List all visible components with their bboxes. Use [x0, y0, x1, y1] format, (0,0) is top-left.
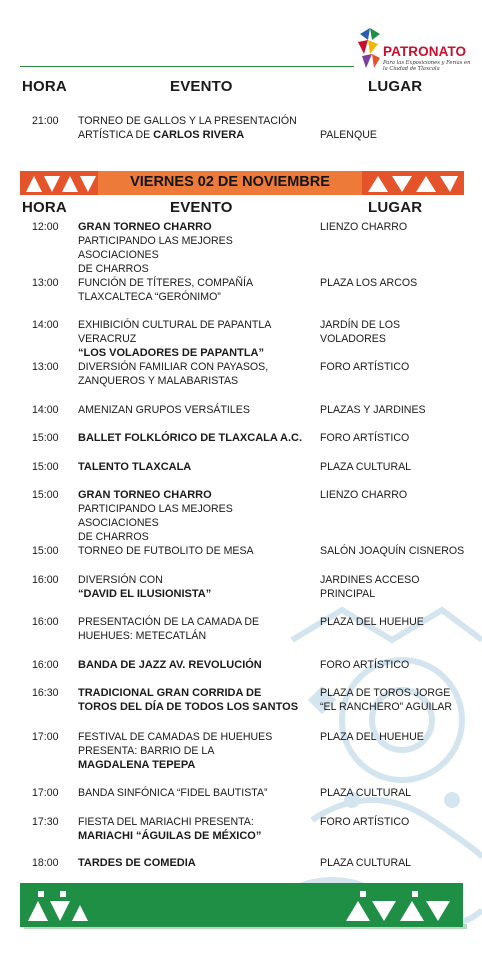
day-band	[20, 171, 464, 195]
row-event-text: ARTÍSTICA DE	[78, 129, 154, 141]
row-place	[320, 815, 470, 829]
row-event	[78, 318, 314, 360]
logo-name: PATRONATO	[383, 44, 467, 59]
row-event-line: DE CHARROS	[78, 263, 149, 275]
row-event	[78, 360, 314, 388]
row-event-line: PARTICIPANDO LAS MEJORES ASOCIACIONES	[78, 503, 233, 529]
row-event	[78, 786, 314, 800]
row-place	[320, 318, 470, 346]
row-event-line: GRAN TORNEO CHARRO	[78, 489, 212, 501]
row-event-line: DE CHARROS	[78, 531, 149, 543]
row-event	[78, 220, 314, 276]
row-place: PALENQUE	[320, 129, 377, 141]
row-place	[320, 686, 470, 714]
row-place-line: PLAZA CULTURAL	[320, 857, 412, 869]
bottom-band	[20, 883, 463, 927]
row-place	[320, 786, 470, 800]
row-place	[320, 220, 470, 234]
row-place-line: LIENZO CHARRO	[320, 489, 408, 501]
header-lugar-2: LUGAR	[368, 199, 423, 216]
row-place-line: PLAZA LOS ARCOS	[320, 277, 418, 289]
row-place	[320, 856, 470, 870]
row-event-line: GRAN TORNEO CHARRO	[78, 221, 212, 233]
row-time: 15:00	[32, 432, 59, 444]
row-time: 14:00	[32, 404, 59, 416]
row-place-line: FORO ARTÍSTICO	[320, 659, 410, 671]
row-event-line: TORNEO DE FUTBOLITO DE MESA	[78, 545, 254, 557]
row-event-line: TARDES DE COMEDIA	[78, 857, 196, 869]
band-pattern-left-icon	[26, 174, 96, 192]
row-place	[320, 488, 470, 502]
day-title: VIERNES 02 DE NOVIEMBRE	[130, 174, 330, 190]
row-place-line: PLAZA DEL HUEHUE	[320, 616, 424, 628]
row-event-line: “LOS VOLADORES DE PAPANTLA”	[78, 347, 264, 359]
header-lugar: LUGAR	[368, 78, 423, 95]
band-pattern-right-icon	[368, 174, 458, 192]
row-event	[78, 730, 314, 772]
row-event-line: TORNEO DE GALLOS Y LA PRESENTACIÓN	[78, 115, 297, 127]
row-event	[78, 815, 314, 843]
row-place-line: JARDÍN DE LOS	[320, 319, 401, 331]
row-event	[78, 488, 314, 544]
row-event-line: TALENTO TLAXCALA	[78, 461, 192, 473]
row-event	[78, 276, 314, 304]
row-event-line: EXHIBICIÓN CULTURAL DE PAPANTLA VERACRUZ	[78, 319, 271, 345]
row-event-line: PRESENTA: BARRIO DE LA	[78, 745, 215, 757]
row-event	[78, 460, 314, 474]
row-place-line: PLAZAS Y JARDINES	[320, 404, 426, 416]
row-event-line: FESTIVAL DE CAMADAS DE HUEHUES	[78, 731, 273, 743]
row-place	[320, 615, 470, 629]
day-title-panel	[98, 171, 362, 195]
bottom-pattern-right-icon	[346, 889, 450, 921]
row-place-line: FORO ARTÍSTICO	[320, 816, 410, 828]
row-event	[78, 573, 314, 601]
row-event-line: DIVERSIÓN CON	[78, 574, 163, 586]
patronato-logo	[356, 28, 472, 78]
row-time: 13:00	[32, 277, 59, 289]
row-event-line: FIESTA DEL MARIACHI PRESENTA:	[78, 816, 254, 828]
row-place	[320, 573, 470, 601]
patronato-logo-icon	[356, 28, 382, 72]
row-event-line: TRADICIONAL GRAN CORRIDA DE	[78, 687, 262, 699]
row-event-line: ZANQUEROS Y MALABARISTAS	[78, 375, 239, 387]
row-place-line: JARDINES ACCESO	[320, 574, 420, 586]
row-event	[78, 615, 314, 643]
row-time: 13:00	[32, 361, 59, 373]
row-event-line: MAGDALENA TEPEPA	[78, 759, 196, 771]
row-time: 15:00	[32, 489, 59, 501]
row-time: 17:00	[32, 787, 59, 799]
row-event-line: PARTICIPANDO LAS MEJORES ASOCIACIONES	[78, 235, 233, 261]
bottom-pattern-left-icon	[28, 889, 88, 921]
row-place	[320, 431, 470, 445]
row-place	[320, 460, 470, 474]
row-place	[320, 403, 470, 417]
header-evento: EVENTO	[170, 78, 233, 95]
row-place-line: “EL RANCHERO” AGUILAR	[320, 701, 453, 713]
row-event-line: MARIACHI “ÁGUILAS DE MÉXICO”	[78, 830, 262, 842]
row-event-line: TOROS DEL DÍA DE TODOS LOS SANTOS	[78, 701, 299, 713]
row-event-line: TLAXCALTECA “GERÓNIMO”	[78, 291, 221, 303]
row-place-line: SALÓN JOAQUÍN CISNEROS	[320, 545, 465, 557]
row-event	[78, 686, 314, 714]
row-event-line: BANDA DE JAZZ AV. REVOLUCIÓN	[78, 659, 262, 671]
header-hora-2: HORA	[22, 199, 67, 216]
row-event-line: “DAVID EL ILUSIONISTA”	[78, 588, 212, 600]
row-time: 21:00	[32, 115, 59, 127]
row-place-line: FORO ARTÍSTICO	[320, 432, 410, 444]
row-event-line: DIVERSIÓN FAMILIAR CON PAYASOS,	[78, 361, 269, 373]
row-time: 17:00	[32, 731, 59, 743]
row-event-line: HUEHUES: METECATLÁN	[78, 630, 207, 642]
row-time: 15:00	[32, 545, 59, 557]
row-place	[320, 544, 470, 558]
top-divider	[20, 66, 354, 67]
row-time: 12:00	[32, 221, 59, 233]
row-time: 17:30	[32, 816, 59, 828]
row-place-line: PLAZA DEL HUEHUE	[320, 731, 424, 743]
row-place-line: PRINCIPAL	[320, 588, 376, 600]
row-event-line: AMENIZAN GRUPOS VERSÁTILES	[78, 404, 250, 416]
row-place	[320, 360, 470, 374]
row-event-line	[78, 128, 314, 142]
row-event-line: PRESENTACIÓN DE LA CAMADA DE	[78, 616, 260, 628]
row-time: 16:30	[32, 687, 59, 699]
row-event	[78, 114, 314, 142]
row-place-line: PLAZA DE TOROS JORGE	[320, 687, 451, 699]
row-event	[78, 431, 314, 445]
row-event-line: BANDA SINFÓNICA “FIDEL BAUTISTA”	[78, 787, 268, 799]
row-place-line: LIENZO CHARRO	[320, 221, 408, 233]
row-event-line: BALLET FOLKLÓRICO DE TLAXCALA A.C.	[78, 432, 303, 444]
row-time: 16:00	[32, 659, 59, 671]
row-event	[78, 856, 314, 870]
row-time: 14:00	[32, 319, 59, 331]
row-place-line: FORO ARTÍSTICO	[320, 361, 410, 373]
row-event	[78, 658, 314, 672]
row-time: 16:00	[32, 574, 59, 586]
row-event	[78, 544, 314, 558]
row-event	[78, 403, 314, 417]
row-time: 16:00	[32, 616, 59, 628]
row-event-artist: CARLOS RIVERA	[153, 129, 245, 141]
row-event-line: FUNCIÓN DE TÍTERES, COMPAÑÍA	[78, 277, 254, 289]
row-time: 18:00	[32, 857, 59, 869]
header-hora: HORA	[22, 78, 67, 95]
row-time: 15:00	[32, 461, 59, 473]
row-place-line: PLAZA CULTURAL	[320, 787, 412, 799]
logo-tagline: Para las Exposiciones y Ferias en la Ciudad de Tlaxcala	[383, 60, 471, 72]
row-place	[320, 730, 470, 744]
row-place-line: PLAZA CULTURAL	[320, 461, 412, 473]
row-place	[320, 658, 470, 672]
row-place	[320, 276, 470, 290]
row-place-line: VOLADORES	[320, 333, 386, 345]
header-evento-2: EVENTO	[170, 199, 233, 216]
